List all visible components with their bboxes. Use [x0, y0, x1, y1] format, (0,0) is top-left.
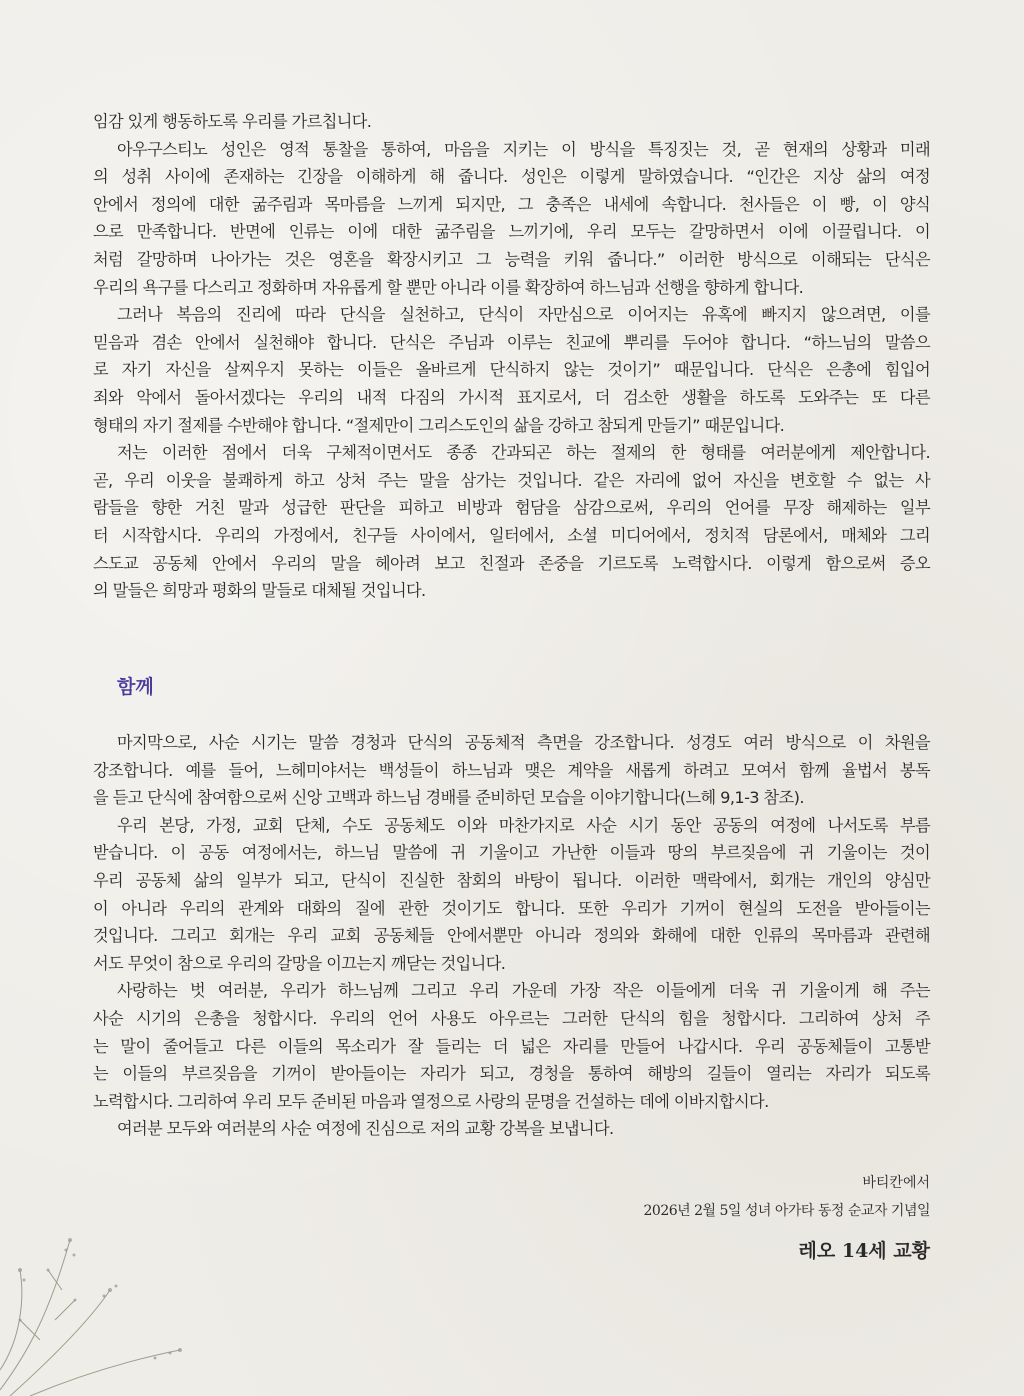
text-line: 의 성취 사이에 존재하는 긴장을 이해하게 해 줍니다. 성인은 이렇게 말하였습니다. “인간은 지상 삶의 여정	[93, 167, 930, 187]
paragraph	[93, 301, 930, 439]
text-line: 람들을 향한 거친 말과 성급한 판단을 피하고 비방과 험담을 삼감으로써, 우리의 언어를 무장 해제하는 일부	[93, 498, 930, 518]
paragraph	[93, 108, 930, 136]
text-line: 것입니다. 그리고 회개는 우리 교회 공동체들 안에서뿐만 아니라 정의와 화해에 대한 인류의 목마름과 관련해	[93, 926, 930, 946]
section-heading: 함께	[117, 676, 154, 698]
signature-place: 바티칸에서	[862, 1175, 930, 1191]
dried-flower-decoration-icon	[0, 1200, 200, 1396]
paragraph	[93, 1115, 930, 1143]
text-line: 임감 있게 행동하도록 우리를 가르칩니다.	[93, 112, 372, 131]
text-line: 우리 공동체 삶의 일부가 되고, 단식이 진실한 참회의 바탕이 됩니다. 이러한 맥락에서, 회개는 개인의 양심만	[93, 870, 930, 890]
paragraph	[93, 812, 930, 978]
paragraph	[93, 136, 930, 302]
text-line: 으로 만족합니다. 반면에 인류는 이에 대한 굶주림을 느끼기에, 우리 모두는 갈망하면서 이에 이끌립니다. 이	[93, 222, 930, 242]
text-line: 마지막으로, 사순 시기는 말씀 경청과 단식의 공동체적 측면을 강조합니다. 성경도 여러 방식으로 이 차원을	[117, 733, 930, 752]
text-line: 죄와 악에서 돌아서겠다는 우리의 내적 다짐의 가시적 표지로서, 더 검소한 생활을 하도록 도와주는 또 다른	[93, 387, 930, 407]
body-text-section-2	[93, 729, 930, 1143]
text-line: 강조합니다. 예를 들어, 느헤미야서는 백성들이 하느님과 맺은 계약을 새롭게 하려고 모여서 함께 율법서 봉독	[93, 760, 930, 780]
text-line: 의 말들은 희망과 평화의 말들로 대체될 것입니다.	[93, 581, 426, 601]
text-line: 안에서 정의에 대한 굶주림과 목마름을 느끼게 되지만, 그 충족은 내세에 속합니다. 천사들은 이 빵, 이 양식	[93, 194, 930, 214]
text-line: 스도교 공동체 안에서 우리의 말을 헤아려 보고 친절과 존중을 기르도록 노력합시다. 이렇게 함으로써 증오	[93, 553, 930, 573]
text-line: 형태의 자기 절제를 수반해야 합니다. “절제만이 그리스도인의 삶을 강하고 참되게 만들기” 때문입니다.	[93, 415, 785, 435]
text-line: 는 이들의 부르짖음을 기꺼이 받아들이는 자리가 되고, 경청을 통하여 해방의 길들이 열리는 자리가 되도록	[93, 1064, 930, 1084]
text-line: 로 자기 자신을 살찌우지 못하는 이들은 올바르게 단식하지 않는 것이기” 때문입니다. 단식은 은총에 힘입어	[93, 360, 930, 380]
text-line: 저는 이러한 점에서 더욱 구체적이면서도 종종 간과되곤 하는 절제의 한 형태를 여러분에게 제안합니다.	[117, 443, 930, 463]
text-line: 받습니다. 이 공동 여정에서는, 하느님 말씀에 귀 기울이고 가난한 이들과 땅의 부르짖음에 귀 기울이는 것이	[93, 843, 930, 863]
text-line: 우리의 욕구를 다스리고 정화하며 자유롭게 할 뿐만 아니라 이를 확장하여 하느님과 선행을 향하게 합니다.	[93, 277, 804, 297]
signature-author: 레오 14세 교황	[798, 1240, 930, 1262]
text-line: 처럼 갈망하며 나아가는 것은 영혼을 확장시키고 그 능력을 키워 줍니다.” 이러한 방식으로 이해되는 단식은	[93, 249, 930, 269]
text-line: 서도 무엇이 참으로 우리의 갈망을 이끄는지 깨닫는 것입니다.	[93, 953, 506, 973]
signature-date: 2026년 2월 5일 성녀 아가타 동정 순교자 기념일	[643, 1203, 930, 1219]
paragraph	[93, 439, 930, 605]
text-line: 사순 시기의 은총을 청합시다. 우리의 언어 사용도 아우르는 그러한 단식의 힘을 청합시다. 그리하여 상처 주	[93, 1008, 930, 1028]
text-line: 그러나 복음의 진리에 따라 단식을 실천하고, 단식이 자만심으로 이어지는 유혹에 빠지지 않으려면, 이를	[117, 305, 930, 325]
text-line: 아우구스티노 성인은 영적 통찰을 통하여, 마음을 지키는 이 방식을 특징짓는 것, 곧 현재의 상황과 미래	[117, 139, 930, 159]
text-line: 믿음과 겸손 안에서 실천해야 합니다. 단식은 주님과 이루는 친교에 뿌리를 두어야 합니다. “하느님의 말씀으	[93, 332, 930, 352]
text-line: 는 말이 줄어들고 다른 이들의 목소리가 잘 들리는 더 넓은 자리를 만들어 나갑시다. 우리 공동체들이 고통받	[93, 1036, 930, 1056]
text-line: 곧, 우리 이웃을 불쾌하게 하고 상처 주는 말을 삼가는 것입니다. 같은 자리에 없어 자신을 변호할 수 없는 사	[93, 470, 930, 490]
paragraph	[93, 977, 930, 1115]
text-line: 사랑하는 벗 여러분, 우리가 하느님께 그리고 우리 가운데 가장 작은 이들에게 더욱 귀 기울이게 해 주는	[117, 981, 930, 1001]
text-line: 여러분 모두와 여러분의 사순 여정에 진심으로 저의 교황 강복을 보냅니다.	[117, 1119, 614, 1139]
text-line: 터 시작합시다. 우리의 가정에서, 친구들 사이에서, 일터에서, 소셜 미디어에서, 정치적 담론에서, 매체와 그리	[93, 525, 930, 545]
paragraph	[93, 729, 930, 812]
text-line: 우리 본당, 가정, 교회 단체, 수도 공동체도 이와 마찬가지로 사순 시기 동안 공동의 여정에 나서도록 부름	[117, 815, 930, 835]
text-line: 이 아니라 우리의 관계와 대화의 질에 관한 것이기도 합니다. 또한 우리가 기꺼이 현실의 도전을 받아들이는	[93, 898, 930, 918]
text-line: 을 듣고 단식에 참여함으로써 신앙 고백과 하느님 경배를 준비하던 모습을 이야기합니다(느헤 9,1-3 참조).	[93, 788, 804, 808]
body-text-section-1	[93, 108, 930, 605]
text-line: 노력합시다. 그리하여 우리 모두 준비된 마음과 열정으로 사랑의 문명을 건설하는 데에 이바지합시다.	[93, 1091, 769, 1111]
